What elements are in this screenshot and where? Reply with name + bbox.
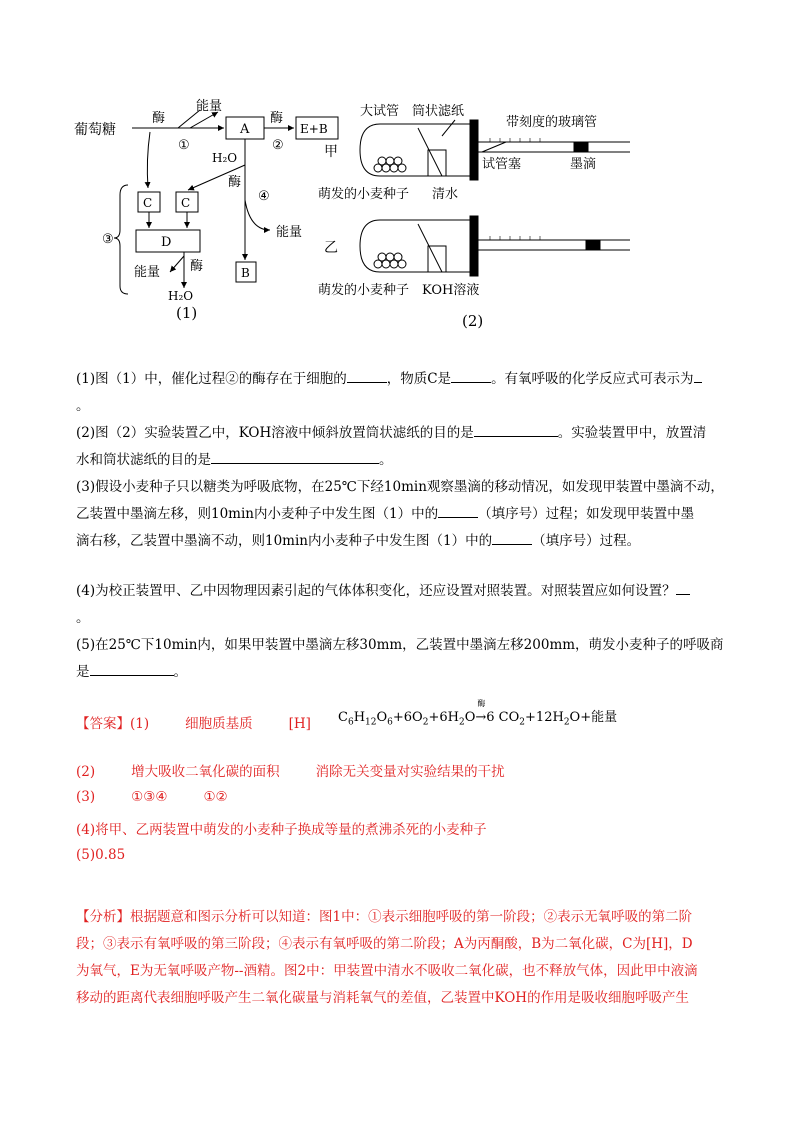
q2-text-c: 水和筒状滤纸的目的是 bbox=[76, 452, 211, 468]
q3-blank-2 bbox=[492, 530, 532, 545]
seeds-1 bbox=[374, 157, 406, 172]
q3-text-c: （填序号）过程；如发现甲装置中墨 bbox=[478, 506, 695, 522]
enzyme-label-2: 酶 bbox=[270, 111, 284, 126]
label-filter: 筒状滤纸 bbox=[412, 104, 465, 119]
answer-3-num: (3) bbox=[76, 789, 96, 805]
answer-5: (5)0.85 bbox=[76, 847, 126, 863]
answer-2-part-2: 消除无关变量对实验结果的干扰 bbox=[315, 764, 505, 780]
q1-text-c: 。有氧呼吸的化学反应式可表示为 bbox=[491, 371, 694, 387]
q5-text-b: 是 bbox=[76, 664, 90, 680]
D-label: D bbox=[161, 235, 172, 250]
C-label-2: C bbox=[181, 196, 191, 210]
label-stopper: 试管塞 bbox=[482, 157, 522, 172]
answer-3-part-2: ①② bbox=[203, 789, 228, 805]
answer-1-num: (1) bbox=[130, 716, 150, 732]
answer-3-part-1: ①③④ bbox=[131, 789, 168, 805]
label-seeds-2: 萌发的小麦种子 bbox=[318, 283, 410, 298]
analysis-tag: 【分析】 bbox=[76, 909, 130, 925]
enzyme-label-3: 酶 bbox=[228, 175, 242, 190]
label-yi: 乙 bbox=[324, 240, 338, 256]
step-2-label: ② bbox=[272, 138, 284, 153]
q1-blank-3 bbox=[694, 368, 702, 383]
q4-blank bbox=[676, 580, 690, 595]
C-label-1: C bbox=[143, 196, 153, 210]
q5-text-a: (5)在25℃下10min内，如果甲装置中墨滴左移30mm，乙装置中墨滴左移200mm，萌发小麦种子的呼吸商 bbox=[76, 637, 724, 653]
answer-line-4 bbox=[76, 818, 487, 838]
step-3-label: ③ bbox=[102, 232, 114, 247]
figures bbox=[60, 80, 640, 340]
question-2 bbox=[76, 420, 726, 474]
label-koh: KOH溶液 bbox=[422, 283, 480, 298]
answer-2-num: (2) bbox=[76, 764, 96, 780]
q3-text-a: (3)假设小麦种子只以糖类为呼吸底物，在25℃下经10min观察墨滴的移动情况，如发现甲装置中墨滴不动， bbox=[76, 479, 724, 495]
figure-svg bbox=[60, 80, 640, 340]
answer-1-part-1: 细胞质基质 bbox=[185, 716, 253, 732]
energy-label-1: 能量 bbox=[196, 99, 223, 114]
answer-line-5 bbox=[76, 847, 125, 863]
EB-label: E+B bbox=[300, 122, 328, 136]
answer-4: (4)将甲、乙两装置中萌发的小麦种子换成等量的煮沸杀死的小麦种子 bbox=[76, 822, 487, 838]
glucose-label: 葡萄糖 bbox=[74, 122, 116, 138]
q2-text-d: 。 bbox=[379, 452, 393, 468]
q4-text-b: 。 bbox=[76, 610, 90, 626]
label-big-tube: 大试管 bbox=[360, 104, 400, 119]
figure-2-caption: (2) bbox=[462, 312, 484, 330]
q2-blank-1 bbox=[474, 422, 558, 437]
respiration-formula: $C_6H_{12}O_6+6O_2+6H_2O\to$ 酶 6 $CO_2+12H_2O+$能量 bbox=[338, 699, 618, 728]
q1-blank-2 bbox=[451, 368, 491, 383]
answer-tag: 【答案】 bbox=[76, 716, 130, 732]
enzyme-label-1: 酶 bbox=[152, 111, 166, 126]
answer-1-part-2: [H] bbox=[288, 716, 311, 732]
question-1 bbox=[76, 366, 726, 420]
question-5 bbox=[76, 632, 726, 686]
step-4-label: ④ bbox=[258, 189, 270, 204]
q1-text-b: ，物质C是 bbox=[386, 371, 452, 387]
analysis-line-4: 移动的距离代表细胞呼吸产生二氧化碳量与消耗氧气的差值，乙装置中KOH的作用是吸收细胞呼吸产生 bbox=[76, 990, 690, 1006]
answer-2-part-1: 增大吸收二氧化碳的面积 bbox=[131, 764, 280, 780]
label-seeds-1: 萌发的小麦种子 bbox=[318, 187, 410, 202]
energy-label-3: 能量 bbox=[134, 265, 161, 280]
analysis-line-2: 段；③表示有氧呼吸的第三阶段；④表示有氧呼吸的第二阶段；A为丙酮酸，B为二氧化碳，C为[H]，D bbox=[76, 936, 693, 952]
q1-text-d: 。 bbox=[76, 398, 90, 414]
formula-enzyme-label: 酶 bbox=[477, 699, 486, 708]
h2o-label-1: H₂O bbox=[212, 151, 238, 165]
q2-blank-2 bbox=[211, 449, 379, 464]
label-ink: 墨滴 bbox=[570, 157, 597, 172]
energy-label-2: 能量 bbox=[276, 225, 303, 240]
q4-text-a: (4)为校正装置甲、乙中因物理因素引起的气体体积变化，还应设置对照装置。对照装置应如何设置？ bbox=[76, 583, 676, 599]
seeds-2 bbox=[374, 253, 406, 268]
analysis-line-3: 为氧气，E为无氧呼吸产物--酒精。图2中：甲装置中清水不吸收二氧化碳，也不释放气体，因此甲中液滴 bbox=[76, 963, 698, 979]
q2-text-a: (2)图（2）实验装置乙中，KOH溶液中倾斜放置筒状滤纸的目的是 bbox=[76, 425, 474, 441]
label-water: 清水 bbox=[432, 187, 459, 202]
q3-text-d: 滴右移，乙装置中墨滴不动，则10min内小麦种子中发生图（1）中的 bbox=[76, 533, 493, 549]
B-label: B bbox=[241, 266, 250, 280]
answer-line-2 bbox=[76, 760, 505, 780]
answer-line-3 bbox=[76, 789, 228, 805]
q1-text-a: (1)图（1）中，催化过程②的酶存在于细胞的 bbox=[76, 371, 347, 387]
q5-text-c: 。 bbox=[173, 664, 187, 680]
label-jia: 甲 bbox=[324, 144, 338, 160]
q3-text-b: 乙装置中墨滴左移，则10min内小麦种子中发生图（1）中的 bbox=[76, 506, 439, 522]
q1-blank-1 bbox=[347, 368, 387, 383]
label-glass-tube: 带刻度的玻璃管 bbox=[506, 115, 598, 130]
q3-text-e: （填序号）过程。 bbox=[532, 533, 641, 549]
A-label: A bbox=[240, 122, 250, 137]
step-1-label: ① bbox=[178, 138, 190, 153]
analysis-line-1: 根据题意和图示分析可以知道：图1中：①表示细胞呼吸的第一阶段；②表示无氧呼吸的第二阶 bbox=[130, 909, 693, 925]
figure-2 bbox=[318, 103, 630, 330]
question-4 bbox=[76, 578, 726, 632]
enzyme-label-4: 酶 bbox=[190, 259, 204, 274]
q2-text-b: 。实验装置甲中，放置清 bbox=[557, 425, 707, 441]
h2o-label-2: H₂O bbox=[168, 289, 194, 303]
question-3 bbox=[76, 474, 726, 555]
figure-1-caption: (1) bbox=[176, 304, 198, 322]
q3-blank-1 bbox=[438, 503, 478, 518]
q5-blank bbox=[90, 661, 174, 676]
answer-line-1 bbox=[76, 712, 311, 732]
figure-1 bbox=[74, 98, 338, 322]
analysis bbox=[76, 904, 726, 1012]
